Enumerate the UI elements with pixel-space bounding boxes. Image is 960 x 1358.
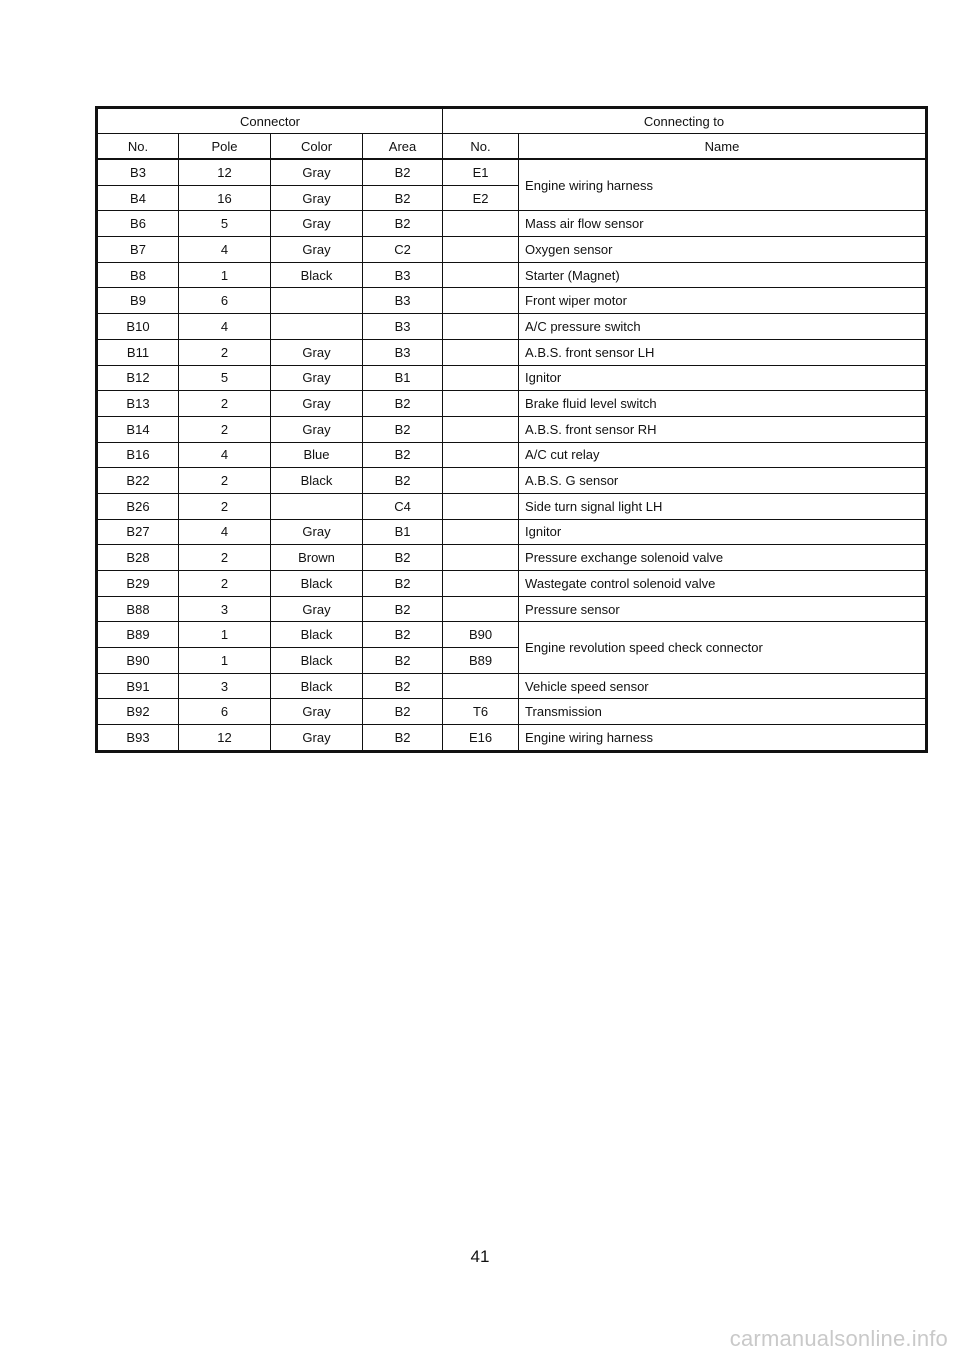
cell-color (271, 314, 363, 340)
cell-area: B2 (363, 391, 443, 417)
cell-to-no: E1 (443, 159, 519, 185)
cell-area: B2 (363, 416, 443, 442)
cell-area: B2 (363, 596, 443, 622)
cell-name: Ignitor (519, 365, 927, 391)
cell-no: B11 (97, 339, 179, 365)
cell-to-no (443, 545, 519, 571)
cell-pole: 6 (179, 288, 271, 314)
cell-area: B2 (363, 571, 443, 597)
cell-to-no (443, 493, 519, 519)
table-row (97, 211, 927, 237)
cell-area: B2 (363, 648, 443, 674)
cell-color: Gray (271, 237, 363, 263)
table-row (97, 673, 927, 699)
table-row (97, 545, 927, 571)
cell-name: A/C cut relay (519, 442, 927, 468)
cell-color: Black (271, 622, 363, 648)
table-row (97, 442, 927, 468)
cell-area: B3 (363, 339, 443, 365)
cell-to-no (443, 596, 519, 622)
cell-area: B2 (363, 442, 443, 468)
cell-pole: 4 (179, 237, 271, 263)
cell-pole: 5 (179, 365, 271, 391)
col-header-to-no: No. (443, 134, 519, 160)
cell-no: B13 (97, 391, 179, 417)
cell-to-no (443, 288, 519, 314)
connector-table (95, 106, 928, 753)
cell-name: Brake fluid level switch (519, 391, 927, 417)
cell-name: Pressure exchange solenoid valve (519, 545, 927, 571)
cell-pole: 12 (179, 159, 271, 185)
cell-name: Ignitor (519, 519, 927, 545)
col-header-name: Name (519, 134, 927, 160)
table-row (97, 288, 927, 314)
cell-area: B1 (363, 519, 443, 545)
cell-name: Engine revolution speed check connector (519, 622, 927, 673)
cell-area: B3 (363, 262, 443, 288)
table-row (97, 237, 927, 263)
cell-no: B88 (97, 596, 179, 622)
col-header-area: Area (363, 134, 443, 160)
cell-area: B2 (363, 699, 443, 725)
cell-pole: 2 (179, 493, 271, 519)
cell-name: A/C pressure switch (519, 314, 927, 340)
cell-no: B89 (97, 622, 179, 648)
cell-pole: 6 (179, 699, 271, 725)
cell-color (271, 493, 363, 519)
cell-area: B2 (363, 622, 443, 648)
cell-name: Front wiper motor (519, 288, 927, 314)
table-row (97, 519, 927, 545)
col-header-color: Color (271, 134, 363, 160)
cell-color: Gray (271, 596, 363, 622)
cell-no: B8 (97, 262, 179, 288)
cell-pole: 4 (179, 314, 271, 340)
cell-area: B2 (363, 468, 443, 494)
cell-area: B3 (363, 288, 443, 314)
cell-color: Blue (271, 442, 363, 468)
cell-name: Oxygen sensor (519, 237, 927, 263)
cell-area: B3 (363, 314, 443, 340)
cell-pole: 2 (179, 468, 271, 494)
cell-color: Gray (271, 185, 363, 211)
cell-color: Gray (271, 725, 363, 752)
cell-no: B28 (97, 545, 179, 571)
cell-to-no (443, 365, 519, 391)
table-row (97, 596, 927, 622)
cell-pole: 2 (179, 339, 271, 365)
cell-area: B2 (363, 159, 443, 185)
table-row (97, 391, 927, 417)
cell-no: B92 (97, 699, 179, 725)
cell-color: Gray (271, 339, 363, 365)
cell-name: Wastegate control solenoid valve (519, 571, 927, 597)
cell-color (271, 288, 363, 314)
cell-name: Transmission (519, 699, 927, 725)
cell-name: A.B.S. G sensor (519, 468, 927, 494)
page-number: 41 (470, 1247, 490, 1266)
connecting-to-group-header: Connecting to (443, 108, 927, 134)
table-row (97, 725, 927, 752)
table-row (97, 314, 927, 340)
cell-pole: 1 (179, 622, 271, 648)
connector-group-header: Connector (97, 108, 443, 134)
col-header-pole: Pole (179, 134, 271, 160)
cell-color: Brown (271, 545, 363, 571)
cell-no: B16 (97, 442, 179, 468)
cell-to-no (443, 673, 519, 699)
cell-pole: 2 (179, 416, 271, 442)
cell-area: B1 (363, 365, 443, 391)
cell-color: Gray (271, 416, 363, 442)
cell-no: B22 (97, 468, 179, 494)
cell-no: B12 (97, 365, 179, 391)
cell-no: B9 (97, 288, 179, 314)
cell-to-no: B89 (443, 648, 519, 674)
cell-to-no (443, 211, 519, 237)
cell-no: B3 (97, 159, 179, 185)
cell-area: B2 (363, 211, 443, 237)
cell-color: Black (271, 262, 363, 288)
cell-color: Gray (271, 391, 363, 417)
table-row (97, 339, 927, 365)
cell-to-no (443, 468, 519, 494)
cell-no: B93 (97, 725, 179, 752)
cell-area: B2 (363, 673, 443, 699)
cell-to-no: B90 (443, 622, 519, 648)
cell-pole: 12 (179, 725, 271, 752)
cell-pole: 16 (179, 185, 271, 211)
cell-no: B26 (97, 493, 179, 519)
table-row (97, 571, 927, 597)
cell-pole: 3 (179, 673, 271, 699)
cell-pole: 1 (179, 262, 271, 288)
cell-to-no (443, 314, 519, 340)
cell-to-no (443, 571, 519, 597)
cell-color: Gray (271, 365, 363, 391)
cell-no: B14 (97, 416, 179, 442)
cell-no: B6 (97, 211, 179, 237)
cell-to-no: E16 (443, 725, 519, 752)
table-row (97, 416, 927, 442)
cell-pole: 3 (179, 596, 271, 622)
cell-name: A.B.S. front sensor RH (519, 416, 927, 442)
cell-pole: 2 (179, 391, 271, 417)
cell-to-no (443, 416, 519, 442)
cell-color: Black (271, 468, 363, 494)
table-row (97, 159, 927, 185)
cell-to-no (443, 519, 519, 545)
cell-no: B7 (97, 237, 179, 263)
cell-area: B2 (363, 545, 443, 571)
table-row (97, 468, 927, 494)
cell-area: C4 (363, 493, 443, 519)
cell-pole: 1 (179, 648, 271, 674)
connector-table-body (97, 159, 927, 751)
cell-no: B27 (97, 519, 179, 545)
cell-color: Gray (271, 519, 363, 545)
cell-name: Starter (Magnet) (519, 262, 927, 288)
cell-color: Black (271, 648, 363, 674)
table-row (97, 262, 927, 288)
cell-area: B2 (363, 185, 443, 211)
cell-to-no (443, 339, 519, 365)
cell-no: B91 (97, 673, 179, 699)
cell-color: Black (271, 571, 363, 597)
cell-name: Engine wiring harness (519, 725, 927, 752)
cell-to-no (443, 262, 519, 288)
cell-area: C2 (363, 237, 443, 263)
cell-name: A.B.S. front sensor LH (519, 339, 927, 365)
cell-to-no: T6 (443, 699, 519, 725)
col-header-no: No. (97, 134, 179, 160)
cell-name: Vehicle speed sensor (519, 673, 927, 699)
cell-to-no: E2 (443, 185, 519, 211)
cell-pole: 2 (179, 545, 271, 571)
cell-pole: 4 (179, 442, 271, 468)
cell-pole: 2 (179, 571, 271, 597)
cell-area: B2 (363, 725, 443, 752)
table-row (97, 493, 927, 519)
cell-no: B4 (97, 185, 179, 211)
cell-to-no (443, 442, 519, 468)
table-row (97, 365, 927, 391)
cell-color: Gray (271, 159, 363, 185)
table-row (97, 699, 927, 725)
cell-no: B90 (97, 648, 179, 674)
cell-name: Engine wiring harness (519, 159, 927, 211)
cell-pole: 4 (179, 519, 271, 545)
cell-no: B10 (97, 314, 179, 340)
table-row (97, 622, 927, 648)
cell-pole: 5 (179, 211, 271, 237)
cell-to-no (443, 237, 519, 263)
cell-color: Gray (271, 699, 363, 725)
watermark: carmanualsonline.info (729, 1326, 948, 1351)
cell-color: Black (271, 673, 363, 699)
cell-name: Side turn signal light LH (519, 493, 927, 519)
cell-name: Mass air flow sensor (519, 211, 927, 237)
cell-color: Gray (271, 211, 363, 237)
cell-name: Pressure sensor (519, 596, 927, 622)
cell-to-no (443, 391, 519, 417)
cell-no: B29 (97, 571, 179, 597)
